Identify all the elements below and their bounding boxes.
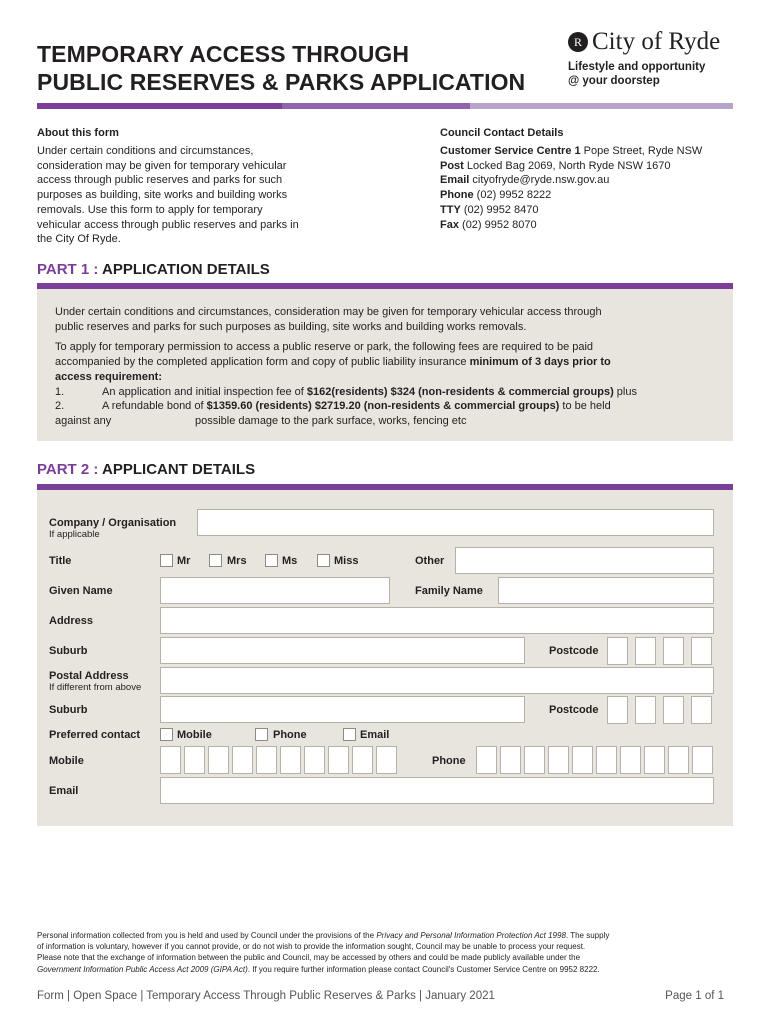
logo-name: City of Ryde — [592, 28, 721, 55]
mobile-digit-box[interactable] — [184, 746, 205, 774]
title-label: Title — [49, 555, 72, 567]
other-title-input[interactable] — [455, 547, 714, 574]
phone-label: Phone — [432, 755, 466, 767]
postcode-digit-box[interactable] — [607, 637, 628, 665]
phone-digit-box[interactable] — [620, 746, 641, 774]
phone-digit-box[interactable] — [476, 746, 497, 774]
postcode-digit-box[interactable] — [635, 696, 656, 724]
mobile-boxes — [160, 746, 400, 774]
part1-heading: PART 1 : APPLICATION DETAILS — [37, 261, 270, 278]
page-title: TEMPORARY ACCESS THROUGH PUBLIC RESERVES & PARKS APPLICATION — [37, 41, 526, 95]
suburb-input[interactable] — [160, 637, 525, 664]
postal-suburb-label: Suburb — [49, 704, 88, 716]
part1-text: Under certain conditions and circumstances, consideration may be given for temporary vehicular access through public reserves and parks for such purposes as building, site works and building works removals. To apply for temporary permission to access a public reserve or park, the following fees are required to be paid accompanied by the completed application form and copy of public liability insurance minimum of 3 days prior to access requirement: 1. An application and initial inspection fee of $162(residents) $324 (non-residents & commercial groups) plus 2. A refundable bond of $1359.60 (residents) $2719.20 (non-residents & commercial groups) to be held against any possible damage to the park surface, works, fencing etc — [55, 305, 720, 429]
mobile-digit-box[interactable] — [376, 746, 397, 774]
title-mr-label: Mr — [177, 555, 191, 567]
about-text: Under certain conditions and circumstances, consideration may be given for temporary vehicular access through public reserves and parks for such purposes as building, site works and building works removals. Use this form to apply for temporary vehicular access through public reserves and parks in the City Of Ryde. — [37, 145, 299, 246]
phone-digit-box[interactable] — [668, 746, 689, 774]
address-input[interactable] — [160, 607, 714, 634]
footer-page-number: Page 1 of 1 — [665, 990, 724, 1002]
postcode-boxes — [607, 637, 714, 665]
email-label: Email — [49, 785, 79, 797]
preferred-phone-label: Phone — [273, 729, 307, 741]
title-miss-label: Miss — [334, 555, 359, 567]
mobile-digit-box[interactable] — [352, 746, 373, 774]
postal-address-input[interactable] — [160, 667, 714, 694]
title-mr-checkbox[interactable] — [160, 554, 173, 567]
fee-item-1: 1. An application and initial inspection fee of $162(residents) $324 (non-residents & commercial groups) plus — [55, 385, 637, 398]
title-ms-label: Ms — [282, 555, 298, 567]
mobile-digit-box[interactable] — [328, 746, 349, 774]
title-mrs-label: Mrs — [227, 555, 247, 567]
phone-boxes — [476, 746, 716, 774]
company-label: Company / Organisation — [49, 517, 177, 529]
about-heading: About this form — [37, 127, 119, 139]
preferred-email-checkbox[interactable] — [343, 728, 356, 741]
preferred-email-label: Email — [360, 729, 390, 741]
mobile-digit-box[interactable] — [256, 746, 277, 774]
phone-digit-box[interactable] — [500, 746, 521, 774]
preferred-phone-checkbox[interactable] — [255, 728, 268, 741]
postal-postcode-label: Postcode — [549, 704, 599, 716]
phone-digit-box[interactable] — [692, 746, 713, 774]
fee-item-2: 2. A refundable bond of $1359.60 (residents) $2719.20 (non-residents & commercial groups) to be held — [55, 400, 611, 413]
mobile-digit-box[interactable] — [208, 746, 229, 774]
title-mrs-checkbox[interactable] — [209, 554, 222, 567]
postcode-digit-box[interactable] — [691, 637, 712, 665]
phone-digit-box[interactable] — [644, 746, 665, 774]
contact-details: Customer Service Centre 1 Pope Street, Ryde NSW Post Locked Bag 2069, North Ryde NSW 1670 Email cityofryde@ryde.nsw.gov.au Phone (02) 9952 8222 TTY (02) 9952 8470 Fax (02) 9952 8070 — [440, 145, 703, 231]
about-section — [37, 127, 357, 247]
mobile-digit-box[interactable] — [304, 746, 325, 774]
mobile-digit-box[interactable] — [232, 746, 253, 774]
postcode-digit-box[interactable] — [691, 696, 712, 724]
postal-postcode-boxes — [607, 696, 714, 724]
contact-email-link[interactable]: cityofryde@ryde.nsw.gov.au — [469, 174, 610, 187]
email-input[interactable] — [160, 777, 714, 804]
header-stripe — [37, 103, 733, 109]
postcode-digit-box[interactable] — [607, 696, 628, 724]
title-ms-checkbox[interactable] — [265, 554, 278, 567]
company-sublabel: If applicable — [49, 529, 100, 540]
address-label: Address — [49, 615, 94, 627]
given-name-input[interactable] — [160, 577, 390, 604]
preferred-contact-label: Preferred contact — [49, 729, 141, 741]
postcode-digit-box[interactable] — [635, 637, 656, 665]
mobile-digit-box[interactable] — [160, 746, 181, 774]
preferred-mobile-label: Mobile — [177, 729, 212, 741]
other-label: Other — [415, 555, 445, 567]
preferred-mobile-checkbox[interactable] — [160, 728, 173, 741]
postcode-label: Postcode — [549, 645, 599, 657]
part2-heading: PART 2 : APPLICANT DETAILS — [37, 461, 256, 478]
privacy-footnote: Personal information collected from you is held and used by Council under the provisions of the Privacy and Personal Information Protection Act 1998. The supply of information is voluntary, however if you cannot provide, or do not wish to provide the information sought, Council may be unable to process your request. Please note that the exchange of information between the public and Council, may be accessed by others and could be made publicly available under the Government Information Public Access Act 2009 (GIPA Act). If you require further information please contact Council's Customer Service Centre on 9952 8222. — [37, 931, 610, 974]
phone-digit-box[interactable] — [596, 746, 617, 774]
mobile-digit-box[interactable] — [280, 746, 301, 774]
title-miss-checkbox[interactable] — [317, 554, 330, 567]
postcode-digit-box[interactable] — [663, 696, 684, 724]
postal-address-label: Postal Address — [49, 670, 129, 682]
phone-digit-box[interactable] — [524, 746, 545, 774]
city-of-ryde-logo — [568, 28, 738, 88]
phone-digit-box[interactable] — [572, 746, 593, 774]
postal-suburb-input[interactable] — [160, 696, 525, 723]
logo-mark-icon: R — [568, 32, 588, 52]
part1-panel — [37, 289, 733, 441]
part2-panel — [37, 490, 733, 826]
contact-heading: Council Contact Details — [440, 127, 564, 139]
footer-form-info: Form | Open Space | Temporary Access Through Public Reserves & Parks | January 2021 — [37, 990, 495, 1002]
phone-digit-box[interactable] — [548, 746, 569, 774]
family-name-input[interactable] — [498, 577, 714, 604]
postal-address-sublabel: If different from above — [49, 682, 142, 693]
mobile-label: Mobile — [49, 755, 84, 767]
postcode-digit-box[interactable] — [663, 637, 684, 665]
company-input[interactable] — [197, 509, 714, 536]
contact-section — [440, 127, 740, 232]
tagline: Lifestyle and opportunity @ your doorstep — [568, 61, 706, 87]
given-name-label: Given Name — [49, 585, 113, 597]
family-name-label: Family Name — [415, 585, 483, 597]
suburb-label: Suburb — [49, 645, 88, 657]
